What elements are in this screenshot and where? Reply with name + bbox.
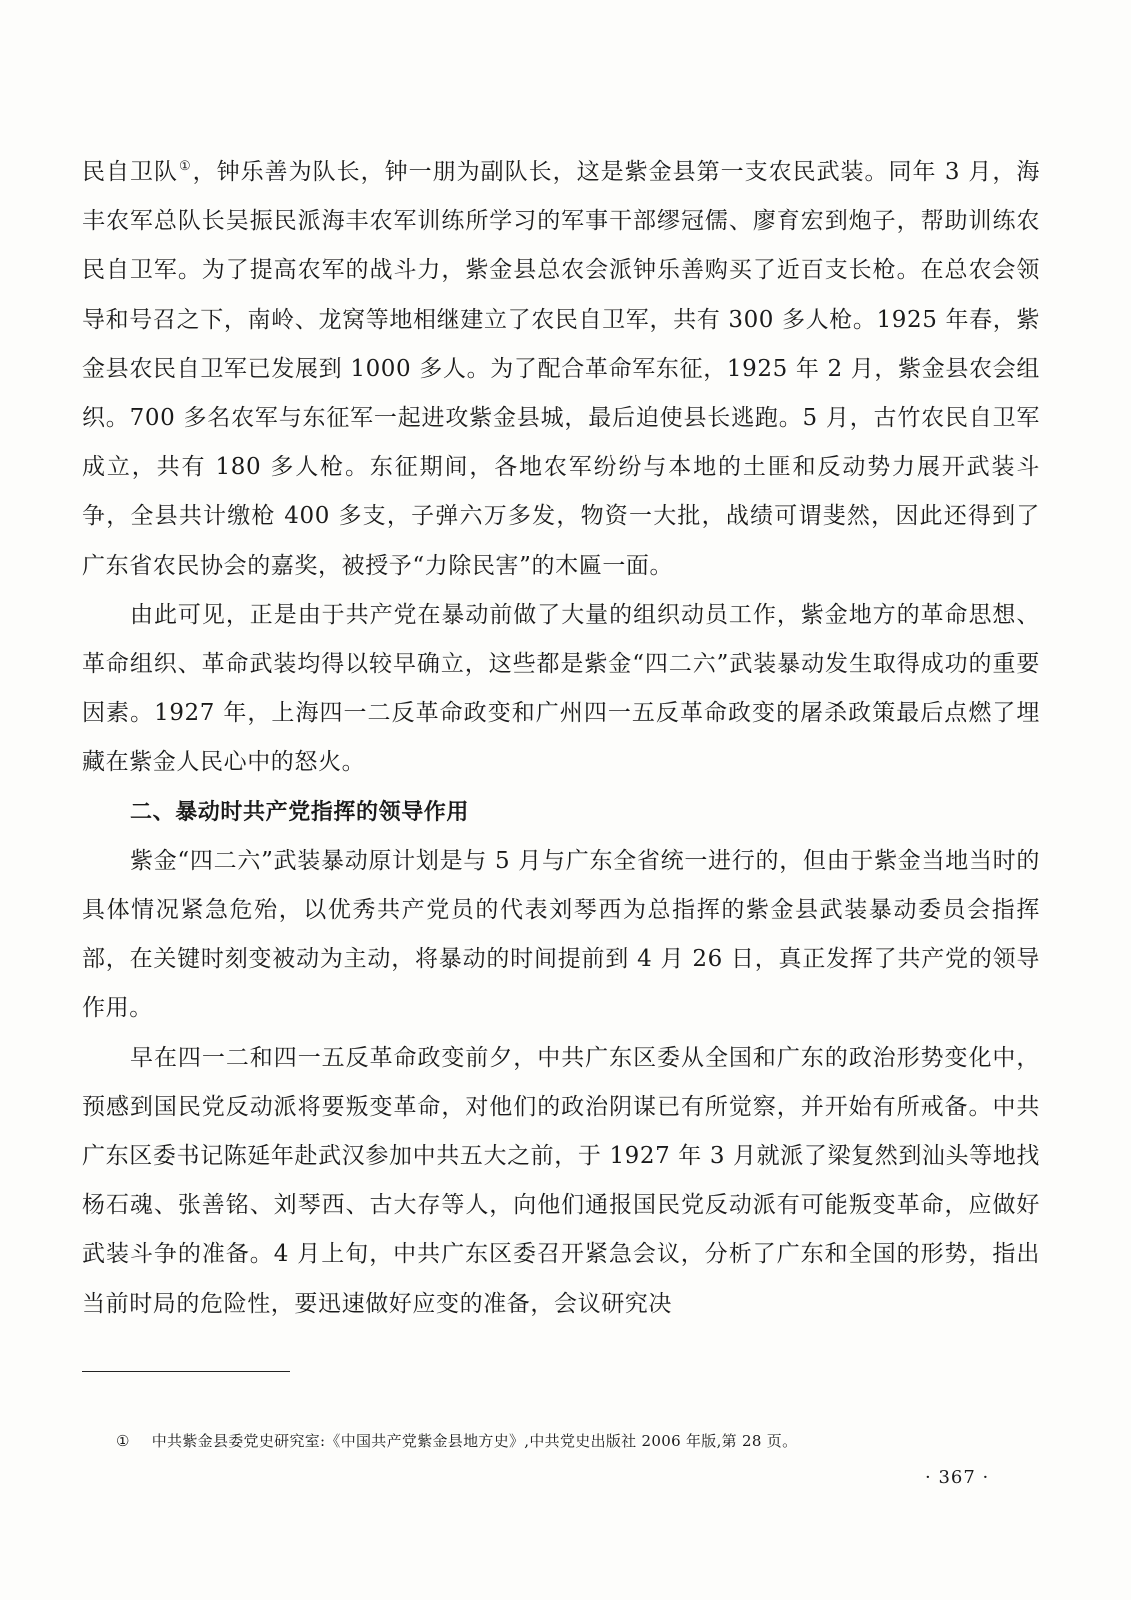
footnote-divider	[82, 1371, 290, 1372]
page-body	[82, 148, 1040, 1329]
paragraph-1	[82, 148, 1040, 591]
paragraph-2: 由此可见，正是由于共产党在暴动前做了大量的组织动员工作，紫金地方的革命思想、革命组织、革命武装均得以较早确立，这些都是紫金“四二六”武装暴动发生取得成功的重要因素。1927 年，上海四一二反革命政变和广州四一五反革命政变的屠杀政策最后点燃了埋藏在紫金人民心中的怒火。	[82, 601, 1040, 776]
paragraph-4: 早在四一二和四一五反革命政变前夕，中共广东区委从全国和广东的政治形势变化中，预感到国民党反动派将要叛变革命，对他们的政治阴谋已有所觉察，并开始有所戒备。中共广东区委书记陈延年赴武汉参加中共五大之前，于 1927 年 3 月就派了梁复然到汕头等地找杨石魂、张善铭、刘琴西、古大存等人，向他们通报国民党反动派有可能叛变革命，应做好武装斗争的准备。4 月上旬，中共广东区委召开紧急会议，分析了广东和全国的形势，指出当前时局的危险性，要迅速做好应变的准备，会议研究决	[82, 1044, 1040, 1317]
footnote	[116, 1430, 797, 1451]
footnote-text: 中共紫金县委党史研究室:《中国共产党紫金县地方史》,中共党史出版社 2006 年版,第 28 页。	[151, 1432, 798, 1450]
paragraph-1-rest: ，钟乐善为队长，钟一朋为副队长，这是紫金县第一支农民武装。同年 3 月，海丰农军总队长吴振民派海丰农军训练所学习的军事干部缪冠儒、廖育宏到炮子，帮助训练农民自卫军。为了提高农军的战斗力，紫金县总农会派钟乐善购买了近百支长枪。在总农会领导和号召之下，南岭、龙窝等地相继建立了农民自卫军，共有 300 多人枪。1925 年春，紫金县农民自卫军已发展到 1000 多人。为了配合革命军东征，1925 年 2 月，紫金县农会组织。700 多名农军与东征军一起进攻紫金县城，最后迫使县长逃跑。5 月，古竹农民自卫军成立，共有 180 多人枪。东征期间，各地农军纷纷与本地的土匪和反动势力展开武装斗争，全县共计缴枪 400 多支，子弹六万多发，物资一大批，战绩可谓斐然，因此还得到了广东省农民协会的嘉奖，被授予“力除民害”的木匾一面。	[82, 159, 1040, 579]
paragraph-1-start: 民自卫队	[82, 159, 178, 185]
page-number: · 367 ·	[925, 1467, 990, 1488]
footnote-mark: ①	[116, 1432, 130, 1450]
section-heading: 二、暴动时共产党指挥的领导作用	[130, 799, 470, 825]
paragraph-3: 紫金“四二六”武装暴动原计划是与 5 月与广东全省统一进行的，但由于紫金当地当时的具体情况紧急危殆，以优秀共产党员的代表刘琴西为总指挥的紫金县武装暴动委员会指挥部，在关键时刻变被动为主动，将暴动的时间提前到 4 月 26 日，真正发挥了共产党的领导作用。	[82, 847, 1040, 1022]
footnote-reference[interactable]: ①	[179, 159, 192, 175]
